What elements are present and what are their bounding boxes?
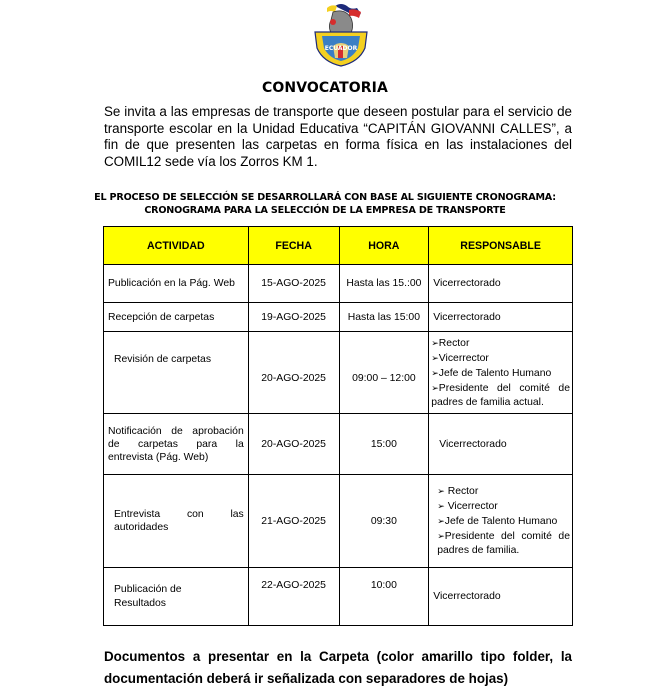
header-actividad: ACTIVIDAD <box>104 227 249 265</box>
arrow-bullet-icon: ➢ <box>437 486 445 496</box>
cell-hora: 10:00 <box>339 568 429 626</box>
schedule-subheading <box>0 191 650 217</box>
cell-fecha: 20-AGO-2025 <box>248 332 339 414</box>
cell-responsable: Vicerrectorado <box>429 265 573 303</box>
intro-paragraph: Se invita a las empresas de transporte que deseen postular para el servicio de transporte escolar en la Unidad Educativa “CAPITÁN GIOVANNI CALLES”, a fin de que presenten las carpetas en forma física en las instalaciones del COMIL12 sede vía los Zorros KM 1. <box>104 104 572 169</box>
table-header-row <box>104 227 573 265</box>
cell-hora: Hasta las 15.:00 <box>339 265 429 303</box>
cell-fecha: 19-AGO-2025 <box>248 303 339 332</box>
cell-fecha: 22-AGO-2025 <box>248 568 339 626</box>
arrow-bullet-icon: ➢ <box>431 352 439 363</box>
arrow-bullet-icon: ➢ <box>437 531 445 541</box>
arrow-bullet-icon: ➢ <box>431 337 439 348</box>
list-item: ➢Jefe de Talento Humano <box>431 367 552 379</box>
cell-actividad: Revisión de carpetas <box>104 332 249 414</box>
svg-text:ECUADOR: ECUADOR <box>324 45 358 52</box>
table-row <box>104 332 573 414</box>
schedule-table <box>103 226 573 626</box>
cell-responsable: Vicerrectorado <box>429 303 573 332</box>
school-crest-logo <box>305 2 377 68</box>
list-item: ➢ Rector <box>437 486 479 497</box>
arrow-bullet-icon: ➢ <box>437 516 445 526</box>
cell-hora: 15:00 <box>339 414 429 475</box>
arrow-bullet-icon: ➢ <box>431 367 439 378</box>
cell-actividad: Recepción de carpetas <box>104 303 249 332</box>
header-responsable: RESPONSABLE <box>429 227 573 265</box>
documents-heading: Documentos a presentar en la Carpeta (color amarillo tipo folder, la documentación deberá ir señalizada con separadores de hojas) <box>104 649 572 686</box>
cell-hora: 09:30 <box>339 475 429 568</box>
cell-responsable <box>429 332 573 414</box>
subheading-line: EL PROCESO DE SELECCIÓN SE DESARROLLARÁ CON BASE AL SIGUIENTE CRONOGRAMA: <box>94 192 556 203</box>
table-row <box>104 303 573 332</box>
table-row <box>104 475 573 568</box>
responsable-list <box>431 336 570 410</box>
cell-hora: Hasta las 15:00 <box>339 303 429 332</box>
crest-icon <box>305 2 377 68</box>
header-hora: HORA <box>339 227 429 265</box>
list-item: ➢ Vicerrector <box>437 501 498 512</box>
cell-hora: 09:00 – 12:00 <box>339 332 429 414</box>
list-item: ➢Vicerrector <box>431 352 489 364</box>
header-fecha: FECHA <box>248 227 339 265</box>
cell-actividad: Publicación en la Pág. Web <box>104 265 249 303</box>
table-row <box>104 568 573 626</box>
cell-actividad: Entrevista con las autoridades <box>104 475 249 568</box>
arrow-bullet-icon: ➢ <box>431 382 439 393</box>
cell-fecha: 20-AGO-2025 <box>248 414 339 475</box>
cell-actividad: Notificación de aprobación de carpetas para la entrevista (Pág. Web) <box>104 414 249 475</box>
cell-responsable: Vicerrectorado <box>429 568 573 626</box>
cell-fecha: 21-AGO-2025 <box>248 475 339 568</box>
list-item: ➢Presidente del comité de padres de familia. <box>437 531 570 556</box>
list-item: ➢Rector <box>431 337 470 349</box>
cell-actividad: Publicación de Resultados <box>104 568 249 626</box>
cell-fecha: 15-AGO-2025 <box>248 265 339 303</box>
table-row <box>104 265 573 303</box>
page-title: CONVOCATORIA <box>262 80 388 96</box>
subheading-line: CRONOGRAMA PARA LA SELECCIÓN DE LA EMPRESA DE TRANSPORTE <box>144 205 506 216</box>
cell-responsable <box>429 475 573 568</box>
table-row <box>104 414 573 475</box>
list-item: ➢Presidente del comité de padres de familia actual. <box>431 382 570 408</box>
arrow-bullet-icon: ➢ <box>437 501 445 511</box>
responsable-list <box>437 484 570 558</box>
cell-responsable: Vicerrectorado <box>429 414 573 475</box>
list-item: ➢Jefe de Talento Humano <box>437 516 558 527</box>
